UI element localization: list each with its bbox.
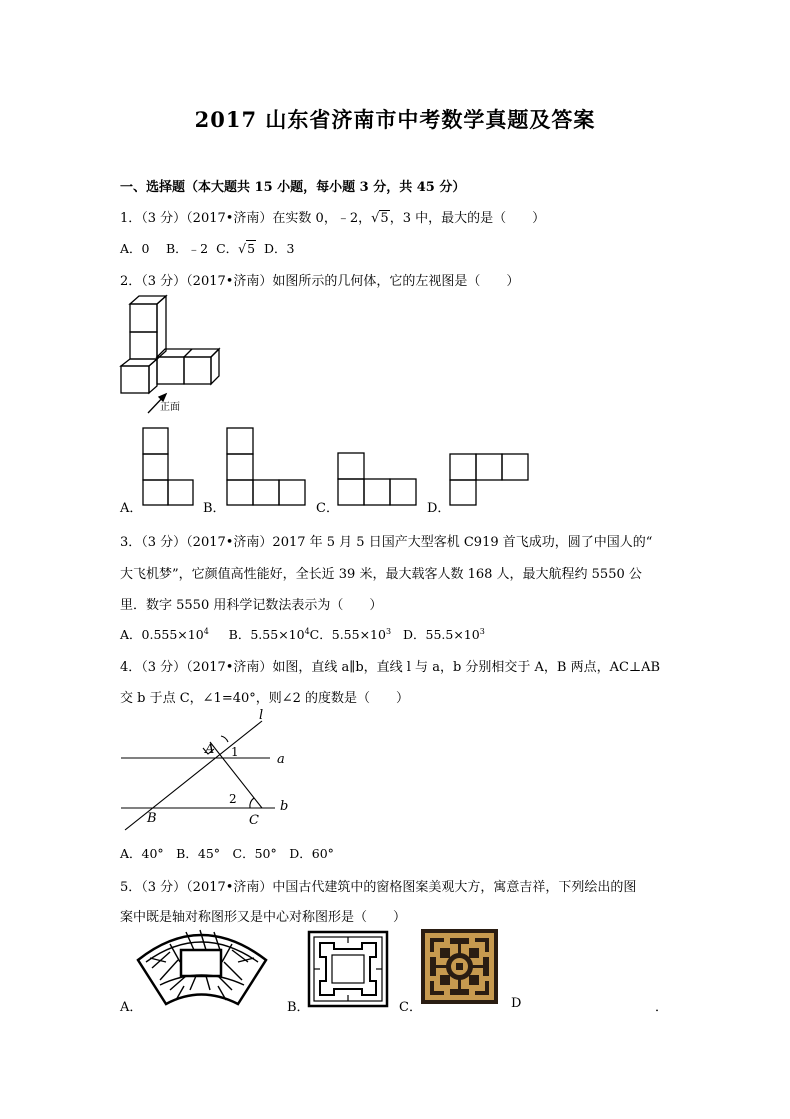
label-angle-1: 1 xyxy=(231,745,239,759)
label-point-b: B xyxy=(147,811,157,826)
q1-stem-part-b: ，3 中，最大的是（ ） xyxy=(389,211,546,226)
q3-option-d: D．$55.5\times 10^3$ xyxy=(402,626,485,642)
question-5-line-2: 案中既是轴对称图形又是中心对称图形是（ ） xyxy=(120,910,407,925)
label-point-a: A xyxy=(205,742,215,757)
question-2-stem: 2．（3 分）（2017•济南）如图所示的几何体，它的左视图是（ ） xyxy=(120,274,520,289)
q1-sqrt-radicand: 5 xyxy=(380,211,389,226)
q1-option-c: C．√5 xyxy=(216,241,256,256)
q1-stem-part-a: 1．（3 分）（2017•济南）在实数 0，﹣2， xyxy=(120,211,372,226)
label-b: b xyxy=(280,799,289,814)
q1-option-d: D．3 xyxy=(264,241,295,256)
q1-option-b: B．﹣2 xyxy=(165,241,209,256)
question-3-line-1: 3．（3 分）（2017•济南）2017 年 5 月 5 日国产大型客机 C919 首飞成功，圆了中国人的“ xyxy=(120,535,653,550)
q3-option-c: C．$5.55\times 10^3$ xyxy=(309,626,392,642)
front-label: 正面 xyxy=(160,402,180,413)
q5-option-a-label: A． xyxy=(120,1000,143,1015)
label-l: l xyxy=(259,708,264,723)
question-3-line-2: 大飞机梦”，它颜值高性能好，全长近 39 米，最大载客人数 168 人，最大航程约 5550 公 xyxy=(120,567,642,582)
question-5-line-1: 5．（3 分）（2017•济南）中国古代建筑中的窗格图案美观大方，寓意吉祥，下列绘出的图 xyxy=(120,880,637,895)
q5-option-c-label: C． xyxy=(399,1000,422,1015)
label-point-c: C xyxy=(249,813,259,828)
q5-trailing-dot: ． xyxy=(655,1000,669,1015)
label-angle-2: 2 xyxy=(229,792,237,806)
q2-option-a-label: A． xyxy=(120,501,143,516)
q2-option-d-label: D． xyxy=(427,501,451,516)
q5-option-b-label: B． xyxy=(287,1000,310,1015)
label-a: a xyxy=(277,752,285,767)
q1-sqrt-symbol: √5 xyxy=(371,211,389,226)
q3-option-b: B．$5.55\times 10^4$ xyxy=(228,626,310,642)
q3-option-a: A．$0.555\times 10^4$ xyxy=(120,626,209,642)
q5-option-d-label: D xyxy=(511,996,522,1011)
question-4-line-1: 4．（3 分）（2017•济南）如图，直线 a∥b，直线 l 与 a，b 分别相交于 A，B 两点，AC⊥AB xyxy=(120,660,661,675)
question-4-options: A．40° B．45° C．50° D．60° xyxy=(120,846,334,861)
q5-option-a-pattern xyxy=(138,930,266,1004)
q2-option-c-label: C． xyxy=(316,501,339,516)
question-4-line-2: 交 b 于点 C，∠1=40°，则∠2 的度数是（ ） xyxy=(120,691,410,706)
q5-option-c-pattern xyxy=(421,929,498,1004)
page-title: 2017 山东省济南市中考数学真题及答案 xyxy=(194,107,596,132)
section-heading: 一、选择题（本大题共 15 小题，每小题 3 分，共 45 分） xyxy=(120,180,466,195)
q1-option-a: A．0 xyxy=(120,241,150,256)
question-3-line-3: 里．数字 5550 用科学记数法表示为（ ） xyxy=(120,598,383,613)
q2-option-b-label: B． xyxy=(203,501,226,516)
q5-option-b-pattern xyxy=(309,932,387,1006)
